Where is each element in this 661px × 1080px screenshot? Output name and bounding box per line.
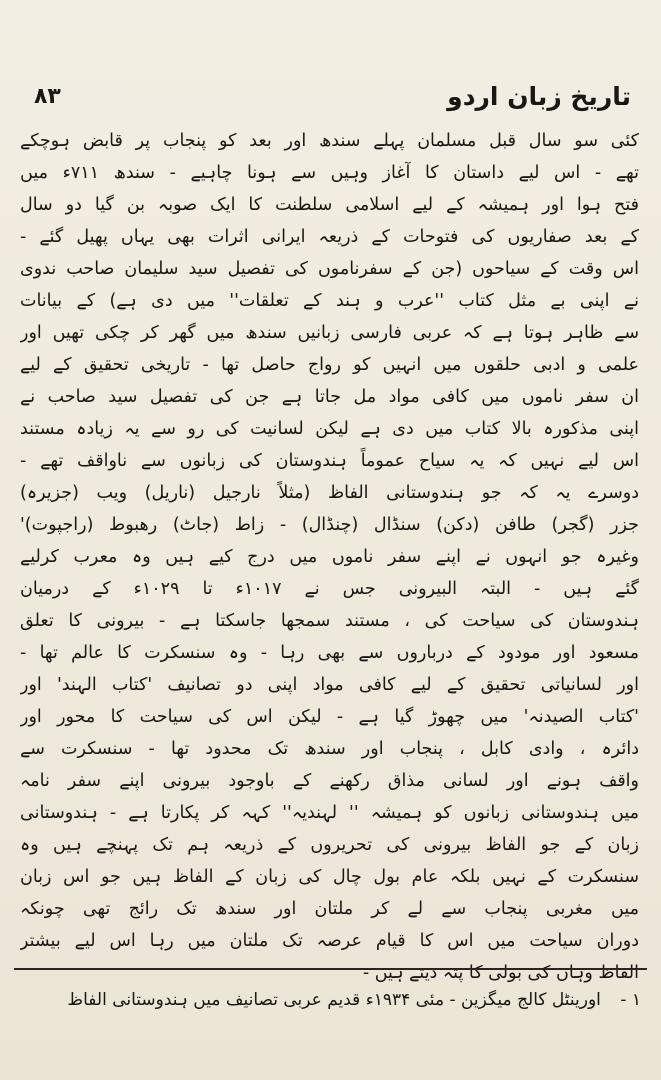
text-line: دائرہ ، وادی کابل ، پنجاب اور سندھ تک محدود تھا - سنسکرت سے — [20, 739, 639, 759]
text-line: ہندوستان کی سیاحت کی ، مستند سمجھا جاسکتا ہے - بیرونی کا تعلق — [20, 611, 639, 631]
footnote-divider — [14, 968, 647, 970]
text-line: اور لسانیاتی تحقیق کے لیے کافی مواد اپنی دو تصانیف 'کتاب الہند' اور — [20, 675, 639, 695]
running-title: تاریخ زبان اردو — [447, 82, 631, 111]
text-line: تھے - اس لیے داستان کا آغاز وہیں سے ہونا چاہیے - سندھ ۷۱۱ء میں — [20, 163, 639, 183]
text-line: اس لیے نہیں کہ یہ سیاح عموماً ہندوستان کی زبانوں سے ناواقف تھے - — [20, 451, 639, 471]
footnote-marker: ۱ - — [620, 990, 641, 1010]
footnote — [18, 980, 641, 1020]
text-line: کے بعد صفاریوں کی فتوحات کے ذریعہ ایرانی اثرات بھی یہاں پھیل گئے - — [20, 227, 639, 247]
text-line: سے ظاہر ہوتا ہے کہ عربی فارسی زبانیں سندھ میں گھر کر چکی تھیں اور — [20, 323, 639, 343]
text-line: دوران سیاحت میں اس کا قیام عرصہ تک ملتان میں رہا اس لیے بیشتر — [20, 931, 639, 951]
text-line: اس وقت کے سیاحوں (جن کے سفرناموں کی تفصیل سید سلیمان صاحب ندوی — [20, 259, 639, 279]
text-line: 'کتاب الصیدنہ' میں چھوڑ گیا ہے - لیکن اس کی سیاحت کا محور اور — [20, 707, 639, 727]
text-line: الفاظ وہاں کی بولی کا پتہ دیتے ہیں - — [362, 963, 639, 983]
page-number: ۸۳ — [34, 84, 61, 109]
text-line: نے اپنی بے مثل کتاب ''عرب و ہند کے تعلقات'' میں دی ہے) کے بیانات — [20, 291, 639, 311]
text-line: زبان کے جو الفاظ بیرونی کی تحریروں کے ذریعہ ہم تک پہنچے ہیں وہ — [20, 835, 639, 855]
body-text — [20, 125, 639, 989]
text-line: واقف ہونے اور لسانی مذاق رکھنے کے باوجود بیرونی اپنے سفر نامہ — [20, 771, 639, 791]
text-line: علمی و ادبی حلقوں میں انہیں کو رواج حاصل تھا - تاریخی تحقیق کے لیے — [20, 355, 639, 375]
text-line: اپنی مذکورہ بالا کتاب میں دی ہے لیکن لسانیت کی رو سے یہ زیادہ مستند — [20, 419, 639, 439]
footnote-text: اورینٹل کالج میگزین - مئی ۱۹۳۴ء قدیم عربی تصانیف میں ہندوستانی الفاظ — [67, 990, 601, 1010]
text-line: میں مغربی پنجاب سے لے کر ملتان اور سندھ تک رائج تھی چونکہ — [20, 899, 639, 919]
text-line: گئے ہیں - البتہ البیرونی جس نے ۱۰۱۷ء تا ۱۰۲۹ء کے درمیان — [20, 579, 639, 599]
text-line: جزر (گجر) طافن (دکن) سنڈال (چنڈال) - زاط (جاٹ) رھبوط (راجپوت)' — [20, 515, 639, 535]
text-line: فتح ہوا اور ہمیشہ کے لیے اسلامی سلطنت کا ایک صوبہ بن گیا دو سال — [20, 195, 639, 215]
text-line: مسعود اور مودود کے درباروں سے بھی رہا - وہ سنسکرت کا عالم تھا - — [20, 643, 639, 663]
page-header — [30, 78, 631, 122]
text-line: کئی سو سال قبل مسلمان پہلے سندھ اور بعد کو پنجاب پر قابض ہوچکے — [20, 131, 639, 151]
text-line: وغیرہ جو انہوں نے اپنے سفر ناموں میں درج کیے ہیں وہ معرب کرلیے — [20, 547, 639, 567]
text-line: سنسکرت کے نہیں بلکہ عام بول چال کی زبان کے الفاظ ہیں جو اس زبان — [20, 867, 639, 887]
text-line: میں ہندوستانی زبانوں کو ہمیشہ '' لہندیہ'' کہہ کر پکارتا ہے - ہندوستانی — [20, 803, 639, 823]
text-line: ان سفر ناموں میں کافی مواد مل جاتا ہے جن کی تفصیل سید صاحب نے — [20, 387, 639, 407]
text-line: دوسرے یہ کہ جو ہندوستانی الفاظ (مثلاً نارجیل (ناریل) ویب (جزیرہ) — [20, 483, 639, 503]
